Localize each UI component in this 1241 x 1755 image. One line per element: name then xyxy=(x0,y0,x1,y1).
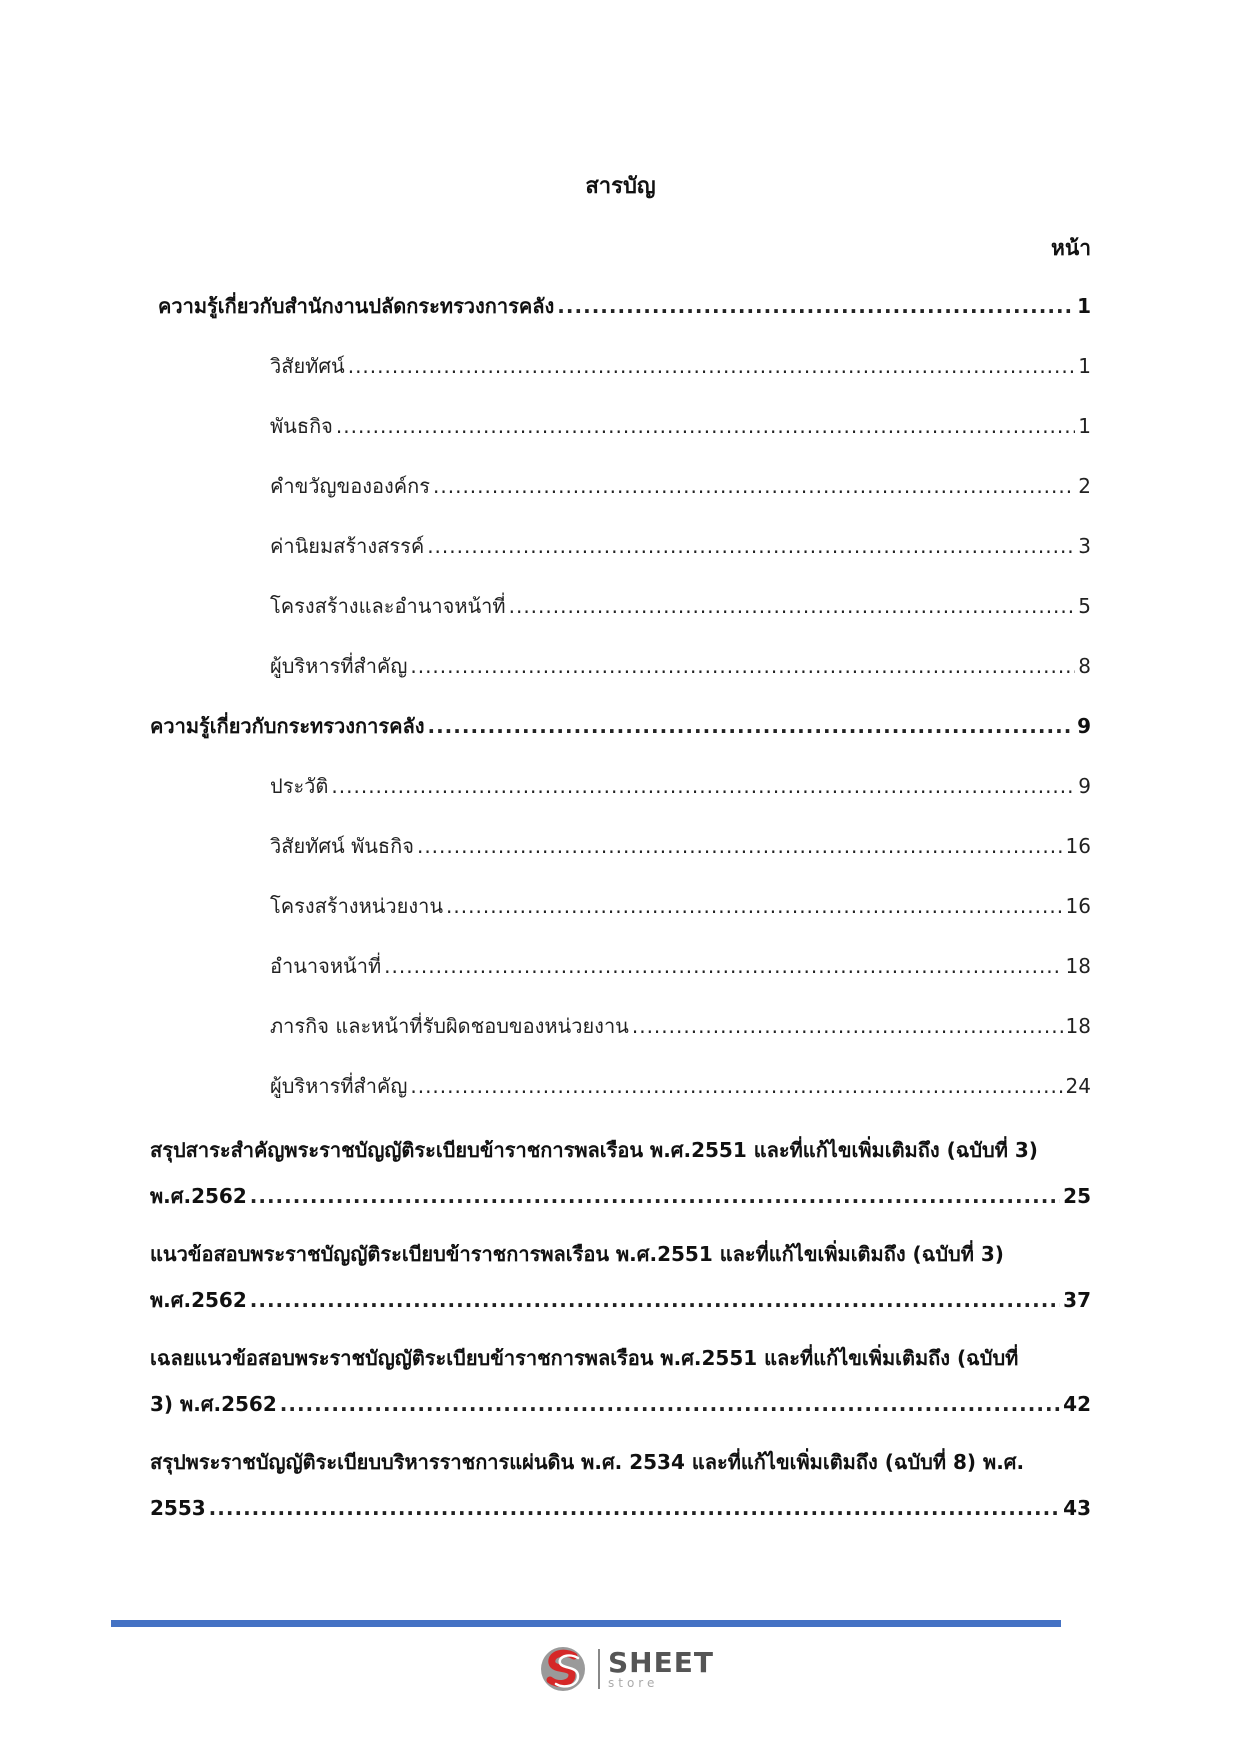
toc-entry-label-line2: พ.ศ.2562 xyxy=(150,1184,247,1208)
toc-entry-page: 24 xyxy=(1065,1074,1091,1098)
dot-leader xyxy=(427,716,1074,736)
toc-entry-page: 25 xyxy=(1063,1184,1091,1208)
dot-leader xyxy=(348,356,1076,376)
toc-entry-label: อำนาจหน้าที่ xyxy=(270,954,382,978)
dot-leader xyxy=(417,836,1063,856)
toc-entry-label-line2: 2553 xyxy=(150,1496,206,1520)
toc-entry-page: 37 xyxy=(1063,1288,1091,1312)
toc-entry-section[interactable] xyxy=(150,1290,1091,1310)
toc-entry-sub[interactable] xyxy=(270,836,1091,856)
toc-entry-page: 16 xyxy=(1065,834,1091,858)
dot-leader xyxy=(384,956,1062,976)
toc-entry-page: 1 xyxy=(1078,354,1091,378)
toc-entry-label-line2: พ.ศ.2562 xyxy=(150,1288,247,1312)
dot-leader xyxy=(250,1290,1060,1310)
toc-entry-sub[interactable] xyxy=(270,656,1091,676)
dot-leader xyxy=(280,1394,1060,1414)
logo-main-text: SHEET xyxy=(608,1646,714,1679)
page-column-label: หน้า xyxy=(1051,236,1091,260)
sheet-store-logo-icon xyxy=(538,1644,592,1694)
dot-leader xyxy=(250,1186,1060,1206)
sheet-store-logo xyxy=(538,1644,714,1694)
toc-entry-page: 3 xyxy=(1078,534,1091,558)
dot-leader xyxy=(331,776,1075,796)
dot-leader xyxy=(509,596,1076,616)
toc-entry-label: ความรู้เกี่ยวกับกระทรวงการคลัง xyxy=(150,714,425,738)
toc-entry-label-line1[interactable]: เฉลยแนวข้อสอบพระราชบัญญัติระเบียบข้าราชการพลเรือน พ.ศ.2551 และที่แก้ไขเพิ่มเติมถึง (ฉบับที่ xyxy=(150,1346,1019,1370)
toc-entry-sub[interactable] xyxy=(270,476,1091,496)
logo-text xyxy=(608,1646,714,1690)
toc-entry-sub[interactable] xyxy=(270,1016,1091,1036)
dot-leader xyxy=(557,296,1074,316)
toc-entry-page: 1 xyxy=(1078,414,1091,438)
dot-leader xyxy=(410,656,1075,676)
toc-entry-page: 5 xyxy=(1078,594,1091,618)
toc-entry-page: 18 xyxy=(1065,1014,1091,1038)
dot-leader xyxy=(410,1076,1062,1096)
toc-entry-sub[interactable] xyxy=(270,596,1091,616)
toc-entry-label: พันธกิจ xyxy=(270,414,333,438)
logo-divider xyxy=(598,1649,600,1689)
toc-entry-label-line2: 3) พ.ศ.2562 xyxy=(150,1392,277,1416)
toc-entry-section[interactable] xyxy=(150,716,1091,736)
toc-entry-label-line1[interactable]: สรุปพระราชบัญญัติระเบียบบริหารราชการแผ่นดิน พ.ศ. 2534 และที่แก้ไขเพิ่มเติมถึง (ฉบับที่ 8) พ.ศ. xyxy=(150,1450,1025,1474)
toc-entry-label: ความรู้เกี่ยวกับสำนักงานปลัดกระทรวงการคลัง xyxy=(158,294,555,318)
logo-sub-text: store xyxy=(608,1676,659,1690)
toc-title: สารบัญ xyxy=(585,174,656,199)
toc-entry-section[interactable] xyxy=(150,1498,1091,1518)
toc-entry-sub[interactable] xyxy=(270,416,1091,436)
dot-leader xyxy=(446,896,1063,916)
dot-leader xyxy=(433,476,1075,496)
toc-entry-label: ผู้บริหารที่สำคัญ xyxy=(270,654,408,678)
toc-entry-page: 2 xyxy=(1078,474,1091,498)
toc-entry-label: คำขวัญขององค์กร xyxy=(270,474,431,498)
toc-entry-sub[interactable] xyxy=(270,536,1091,556)
toc-entry-page: 8 xyxy=(1078,654,1091,678)
toc-entry-label: วิสัยทัศน์ xyxy=(270,354,345,378)
toc-entry-page: 9 xyxy=(1077,714,1091,738)
toc-entry-page: 16 xyxy=(1065,894,1091,918)
dot-leader xyxy=(427,536,1075,556)
toc-entry-label: ค่านิยมสร้างสรรค์ xyxy=(270,534,425,558)
toc-entry-label-line1[interactable]: แนวข้อสอบพระราชบัญญัติระเบียบข้าราชการพลเรือน พ.ศ.2551 และที่แก้ไขเพิ่มเติมถึง (ฉบับที่ 3) xyxy=(150,1242,1004,1266)
toc-entry-section[interactable] xyxy=(158,296,1091,316)
toc-entry-sub[interactable] xyxy=(270,776,1091,796)
toc-entry-sub[interactable] xyxy=(270,896,1091,916)
toc-entry-label: ผู้บริหารที่สำคัญ xyxy=(270,1074,408,1098)
toc-entry-section[interactable] xyxy=(150,1186,1091,1206)
footer-divider xyxy=(111,1620,1061,1627)
dot-leader xyxy=(336,416,1075,436)
dot-leader xyxy=(209,1498,1060,1518)
toc-entry-label: โครงสร้างและอำนาจหน้าที่ xyxy=(270,594,506,618)
dot-leader xyxy=(632,1016,1063,1036)
toc-entry-page: 9 xyxy=(1078,774,1091,798)
toc-entry-label: ประวัติ xyxy=(270,774,329,798)
toc-entry-page: 18 xyxy=(1065,954,1091,978)
toc-entry-label-line1[interactable]: สรุปสาระสำคัญพระราชบัญญัติระเบียบข้าราชการพลเรือน พ.ศ.2551 และที่แก้ไขเพิ่มเติมถึง (ฉบับที่ 3) xyxy=(150,1138,1038,1162)
toc-entry-label: โครงสร้างหน่วยงาน xyxy=(270,894,444,918)
toc-entry-sub[interactable] xyxy=(270,1076,1091,1096)
toc-entry-page: 42 xyxy=(1063,1392,1091,1416)
toc-entry-page: 1 xyxy=(1077,294,1091,318)
toc-entry-label: ภารกิจ และหน้าที่รับผิดชอบของหน่วยงาน xyxy=(270,1014,629,1038)
toc-entry-label: วิสัยทัศน์ พันธกิจ xyxy=(270,834,414,858)
toc-entry-section[interactable] xyxy=(150,1394,1091,1414)
toc-entry-sub[interactable] xyxy=(270,956,1091,976)
toc-entry-page: 43 xyxy=(1063,1496,1091,1520)
toc-entry-sub[interactable] xyxy=(270,356,1091,376)
